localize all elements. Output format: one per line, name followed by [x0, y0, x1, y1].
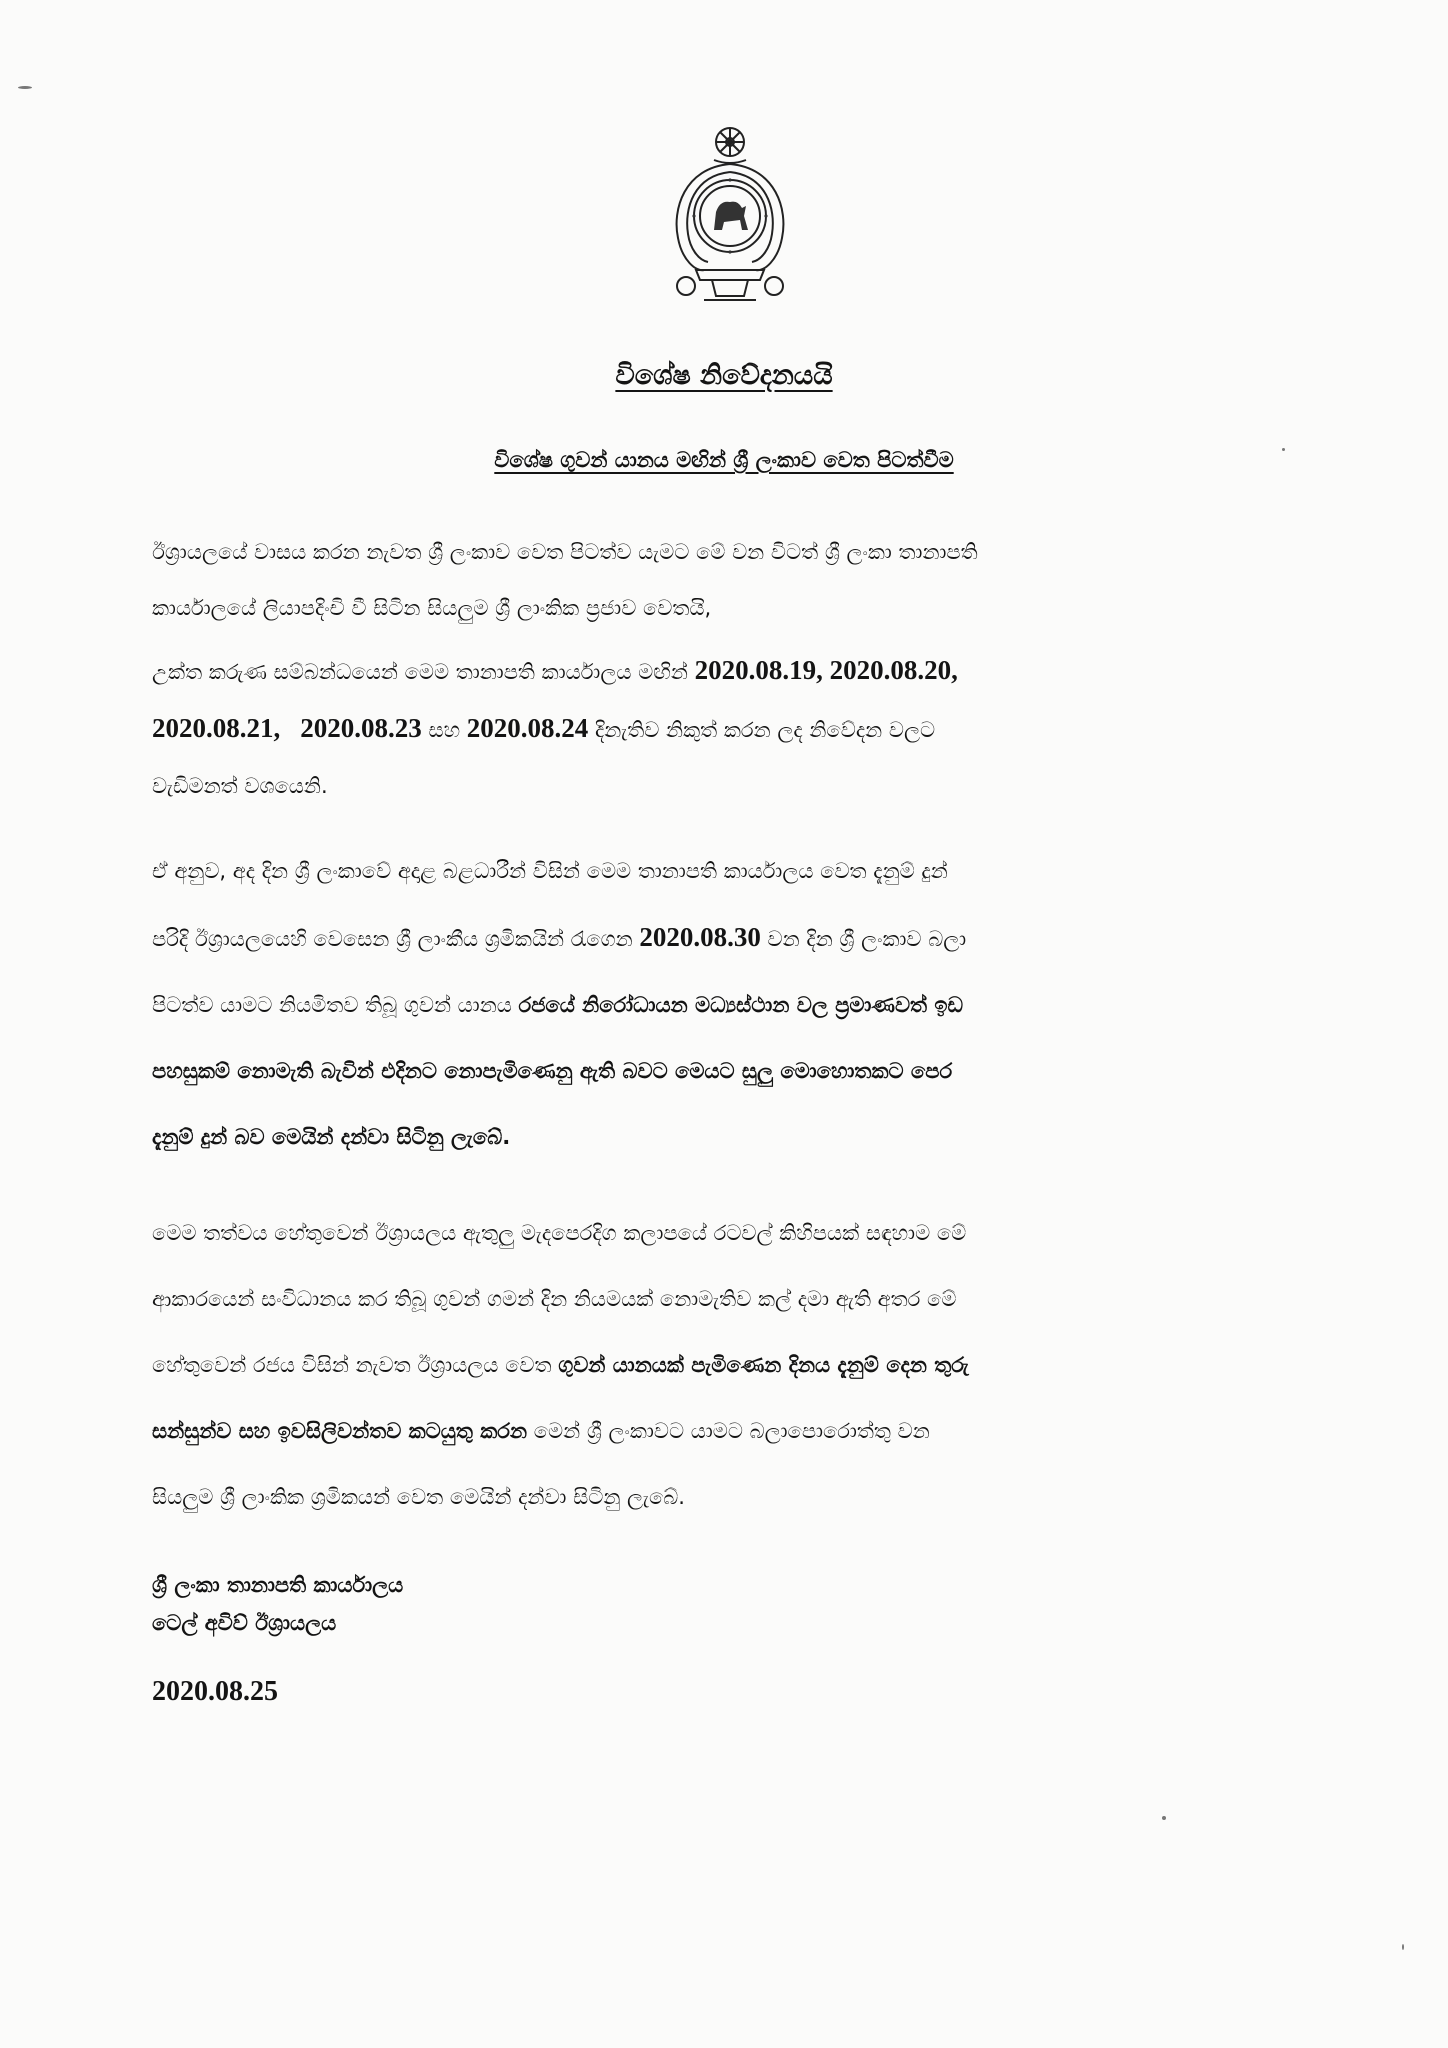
paragraph-line: සියලුම ශ්‍රී ලාංකික ශ්‍රමිකයන් වෙත මෙයින් දන්වා සිටිනු ලැබේ.	[152, 1485, 685, 1509]
scan-mark	[1402, 1944, 1404, 1950]
paragraph-line	[152, 642, 1338, 700]
bold-text-segment: ගුවන් යානයක් පැමිණෙන දිනය දැනුම් දෙන තුරු	[558, 1353, 969, 1377]
notice-subtitle: විශේෂ ගුවන් යානය මඟින් ශ්‍රී ලංකාව වෙත පිටත්වීම	[494, 448, 954, 472]
sri-lanka-national-emblem-icon	[664, 120, 796, 306]
scan-mark	[1162, 1816, 1166, 1820]
scan-mark	[18, 86, 32, 89]
text-segment: සහ	[428, 718, 461, 742]
date-text: 2020.08.21,	[152, 713, 281, 743]
scan-mark	[1282, 448, 1285, 451]
notice-title: විශේෂ නිවේදනයයි	[615, 360, 833, 391]
paragraph-line	[152, 700, 1338, 758]
text-segment: උක්ත කරුණ සම්බන්ධයෙන් මෙම තානාපති කාර්යාලය මඟින්	[152, 660, 688, 684]
date-text: 2020.08.24	[466, 713, 589, 743]
date-text: 2020.08.30	[639, 922, 761, 952]
date-text: 2020.08.23	[300, 713, 422, 743]
bold-text-segment: රජයේ නිරෝධායන මධ්‍යස්ථාන වල ප්‍රමාණවත් ඉඩ	[518, 993, 964, 1017]
paragraph-flight-cancellation	[152, 838, 1338, 1170]
text-segment: හේතුවෙන් රජය විසින් නැවත ඊශ්‍රායලය වෙත	[152, 1353, 552, 1377]
paragraph-line: දැනුම් දුන් බව මෙයින් දන්වා සිටිනු ලැබේ.	[152, 1125, 511, 1149]
paragraph-line: කාර්යාලයේ ලියාපදිංචි වී සිටින සියලුම ශ්‍රී ලාංකික ප්‍රජාව වෙතයි,	[152, 596, 712, 620]
paragraph-reference	[152, 642, 1338, 814]
date-text: 2020.08.20,	[829, 655, 958, 685]
date-text: 2020.08.19,	[694, 655, 823, 685]
paragraph-line	[152, 1332, 1338, 1398]
signature-block	[152, 1566, 403, 1642]
paragraph-line: මෙම තත්වය හේතුවෙන් ඊශ්‍රායලය ඇතුලු මැදපෙරදිග කලාපයේ රටවල් කිහිපයක් සඳහාම මේ	[152, 1221, 967, 1245]
paragraph-line	[152, 1398, 1338, 1464]
paragraph-line: ඒ අනුව, අද දින ශ්‍රී ලංකාවේ අදාළ බළධාරීන් විසින් මෙම තානාපති කාර්යාලය වෙත දැනුම් දුන්	[152, 859, 948, 883]
signature-office: ශ්‍රී ලංකා තානාපති කාර්යාලය	[152, 1573, 404, 1597]
text-segment: වන දින ශ්‍රී ලංකාව බලා	[767, 927, 967, 951]
paragraph-line	[152, 904, 1338, 972]
issue-date: 2020.08.25	[152, 1676, 278, 1707]
bold-text-segment: සන්සුන්ව සහ ඉවසිලිවන්තව කටයුතු කරන	[152, 1419, 528, 1443]
text-segment: පරිදි ඊශ්‍රායලයෙහි වෙසෙන ශ්‍රී ලාංකීය ශ්‍රමිකයින් රැගෙන	[152, 927, 633, 951]
text-segment: පිටත්ව යාමට නියමිතව තිබූ ගුවන් යානය	[152, 993, 512, 1017]
text-segment: දිනැතිව නිකුත් කරන ලද නිවේදන වලට	[594, 718, 936, 742]
text-segment: මෙන් ශ්‍රී ලංකාවට යාමට බලාපොරොත්තු වන	[533, 1419, 930, 1443]
paragraph-advice	[152, 1200, 1338, 1530]
paragraph-line: වැඩිමනත් වශයෙනි.	[152, 774, 328, 798]
paragraph-line: ඊශ්‍රායලයේ වාසය කරන නැවත ශ්‍රී ලංකාව වෙත පිටත්ව යැමට මේ වන විටත් ශ්‍රී ලංකා තානාපති	[152, 540, 978, 564]
paragraph-line	[152, 972, 1338, 1038]
paragraph-line: ආකාරයෙන් සංවිධානය කර තිබූ ගුවන් ගමන් දින නියමයක් නොමැතිව කල් දමා ඇති අතර මේ	[152, 1287, 957, 1311]
paragraph-addressee	[152, 524, 1338, 636]
paragraph-line: පහසුකම් නොමැති බැවින් එදිනට නොපැමිණෙනු ඇති බවට මෙයට සුලු මොහොතකට පෙර	[152, 1059, 953, 1083]
signature-location: ටෙල් අවිව් ඊශ්‍රායලය	[152, 1611, 337, 1635]
